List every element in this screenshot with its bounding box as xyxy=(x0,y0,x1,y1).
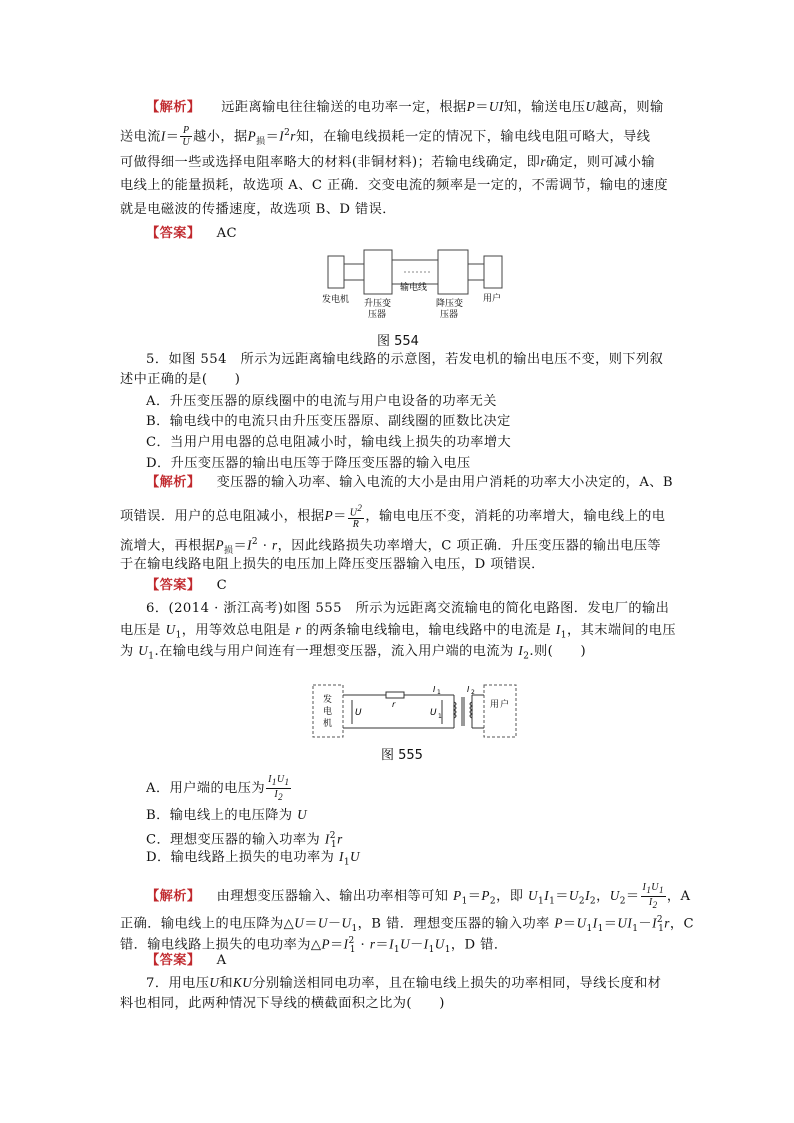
q6-answer: 【答案】 A xyxy=(146,953,227,968)
answer-tag: 【答案】 xyxy=(146,953,201,968)
q4-analysis-line-4: 电线上的能量损耗，故选项 A、C 正确．交变电流的频率是一定的，不需调节，输电的速度 xyxy=(120,178,669,193)
q5-analysis-line-1: 【解析】 变压器的输入功率、输入电流的大小是由用户消耗的功率大小决定的，A、B xyxy=(146,475,674,490)
answer-tag: 【答案】 xyxy=(146,226,201,241)
svg-text:用: 用 xyxy=(490,700,500,710)
figure-554-caption: 图 554 xyxy=(377,334,419,349)
label-step-down-1: 降压变 xyxy=(436,299,464,309)
q6-option-d: D．输电线路上损失的电功率为 $I_1U$ xyxy=(146,849,360,868)
q6-analysis-line-3: 错．输电线路上损失的电功率为$\triangle P=I^2_1 \cdot r=I_1U-I_1U_1$，D 错． xyxy=(120,936,508,956)
svg-text:1: 1 xyxy=(437,689,441,696)
resistor-r xyxy=(386,692,404,698)
svg-text:1: 1 xyxy=(438,713,442,720)
q4-answer: 【答案】 AC xyxy=(146,226,238,241)
svg-text:U: U xyxy=(430,708,437,718)
q7-stem-line-1: 7．用电压U和KU分别输送相同电功率，且在输电线上损失的功率相同，导线长度和材 xyxy=(146,975,662,991)
svg-text:r: r xyxy=(392,700,396,709)
q6-analysis-line-1: 【解析】 由理想变压器输入、输出功率相等可知 $P_1=P_2$，即 $U_1I_1=U_2I_2$，$U_2=$ $\frac{I_1U_1}{I_2}$ ，A xyxy=(146,882,691,910)
step-down-transformer-box xyxy=(438,250,468,294)
svg-text:户: 户 xyxy=(500,700,510,710)
label-step-up-1: 升压变 xyxy=(364,299,392,309)
label-generator: 发电机 xyxy=(322,295,350,305)
q5-analysis-line-4: 于在输电线路电阻上损失的电压加上降压变压器输入电压，D 项错误． xyxy=(120,557,545,572)
q5-analysis-line-3: 流增大，再根据$P_损=I^2 \cdot r$，因此线路损失功率增大，C 项正确．升压变压器的输出电压等 xyxy=(120,537,662,557)
q5-option-d: D．升压变压器的输出电压等于降压变压器的输入电压 xyxy=(146,456,471,471)
label-step-up-2: 压器 xyxy=(368,310,387,320)
svg-text:机: 机 xyxy=(323,719,333,729)
fraction-p-over-u: $\frac{P}{U}$ xyxy=(182,125,191,149)
user-dashed-box xyxy=(484,685,516,737)
q6-stem-line-1: 6．(2014 · 浙江高考)如图 555 所示为远距离交流输电的简化电路图．发电厂的输出 xyxy=(146,601,670,616)
q4-analysis-line-5: 就是电磁波的传播速度，故选项 B、D 错误． xyxy=(120,202,396,217)
q5-stem-line-2: 述中正确的是( ) xyxy=(120,372,241,387)
q6-analysis-line-2: 正确．输电线上的电压降为$\triangle U=U-U_1$，B 错．理想变压器的输入功率 $P=U_1I_1=UI_1-I^2_1r$，C xyxy=(120,915,695,935)
analysis-tag: 【解析】 xyxy=(146,889,201,904)
generator-box xyxy=(328,256,344,288)
figure-555-caption: 图 555 xyxy=(381,748,423,763)
q5-stem-line-1: 5．如图 554 所示为远距离输电线路的示意图，若发电机的输出电压不变，则下列叙 xyxy=(146,352,664,367)
svg-text:I: I xyxy=(467,685,470,694)
fraction-i1u1-over-i2: $\frac{I_1U_1}{I_2}$ xyxy=(268,774,290,802)
user-box xyxy=(484,256,502,288)
q5-option-a: A．升压变压器的原线圈中的电流与用户电设备的功率无关 xyxy=(146,394,497,409)
svg-text:电: 电 xyxy=(323,707,333,717)
svg-text:I: I xyxy=(433,685,436,694)
q4-analysis-line-1: 【解析】 远距离输电往往输送的电功率一定，根据P＝UI知，输送电压U越高，则输 xyxy=(146,99,664,115)
q4-analysis-line-3: 可做得细一些或选择电阻率略大的材料(非铜材料)；若输电线确定，即r确定，则可减小输 xyxy=(120,154,656,170)
q5-answer: 【答案】 C xyxy=(146,578,228,593)
generator-shaft xyxy=(344,264,364,280)
q6-stem-line-2: 电压是 $U_1$，用等效总电阻是 r 的两条输电线输电，输电线路中的电流是 $I_1$，其末端间的电压 xyxy=(120,622,677,641)
figure-554-diagram xyxy=(320,246,520,326)
label-line: 输电线 xyxy=(400,283,428,293)
label-step-down-2: 压器 xyxy=(440,310,459,320)
q7-stem-line-2: 料也相同，此两种情况下导线的横截面积之比为( ) xyxy=(120,996,445,1011)
q6-stem-line-3: 为 $U_1$.在输电线与用户间连有一理想变压器，流入用户端的电流为 $I_2$.则( ) xyxy=(120,643,587,662)
q5-analysis-line-2: 项错误．用户的总电阻减小，根据P＝ $\frac{U^2}{R}$ ，输电电压不变，消耗的功率增大，输电线上的电 xyxy=(120,503,666,531)
analysis-tag: 【解析】 xyxy=(146,475,201,490)
answer-tag: 【答案】 xyxy=(146,578,201,593)
analysis-tag: 【解析】 xyxy=(146,100,201,115)
figure-555-diagram xyxy=(312,682,518,740)
q5-option-b: B．输电线中的电流只由升压变压器原、副线圈的匝数比决定 xyxy=(146,414,511,429)
q5-option-c: C．当用户用电器的总电阻减小时，输电线上损失的功率增大 xyxy=(146,435,512,450)
step-up-transformer-box xyxy=(364,250,392,294)
svg-text:发: 发 xyxy=(323,695,333,705)
svg-text:U: U xyxy=(355,708,362,718)
q6-option-c: C．理想变压器的输入功率为 $I^2_1r$ xyxy=(146,831,343,851)
q4-analysis-line-2: 送电流I＝ $\frac{P}{U}$ 越小，据$P_损=I^2r$知，在输电线损耗一定的情况下，输电线电阻可略大，导线 xyxy=(120,125,651,149)
q6-option-b: B．输电线上的电压降为 U xyxy=(146,807,308,823)
label-user: 用户 xyxy=(483,294,502,304)
q6-option-a: A．用户端的电压为 $\frac{I_1U_1}{I_2}$ xyxy=(146,774,290,802)
fraction-u2-over-r: $\frac{U^2}{R}$ xyxy=(349,503,363,531)
svg-text:2: 2 xyxy=(471,689,475,696)
